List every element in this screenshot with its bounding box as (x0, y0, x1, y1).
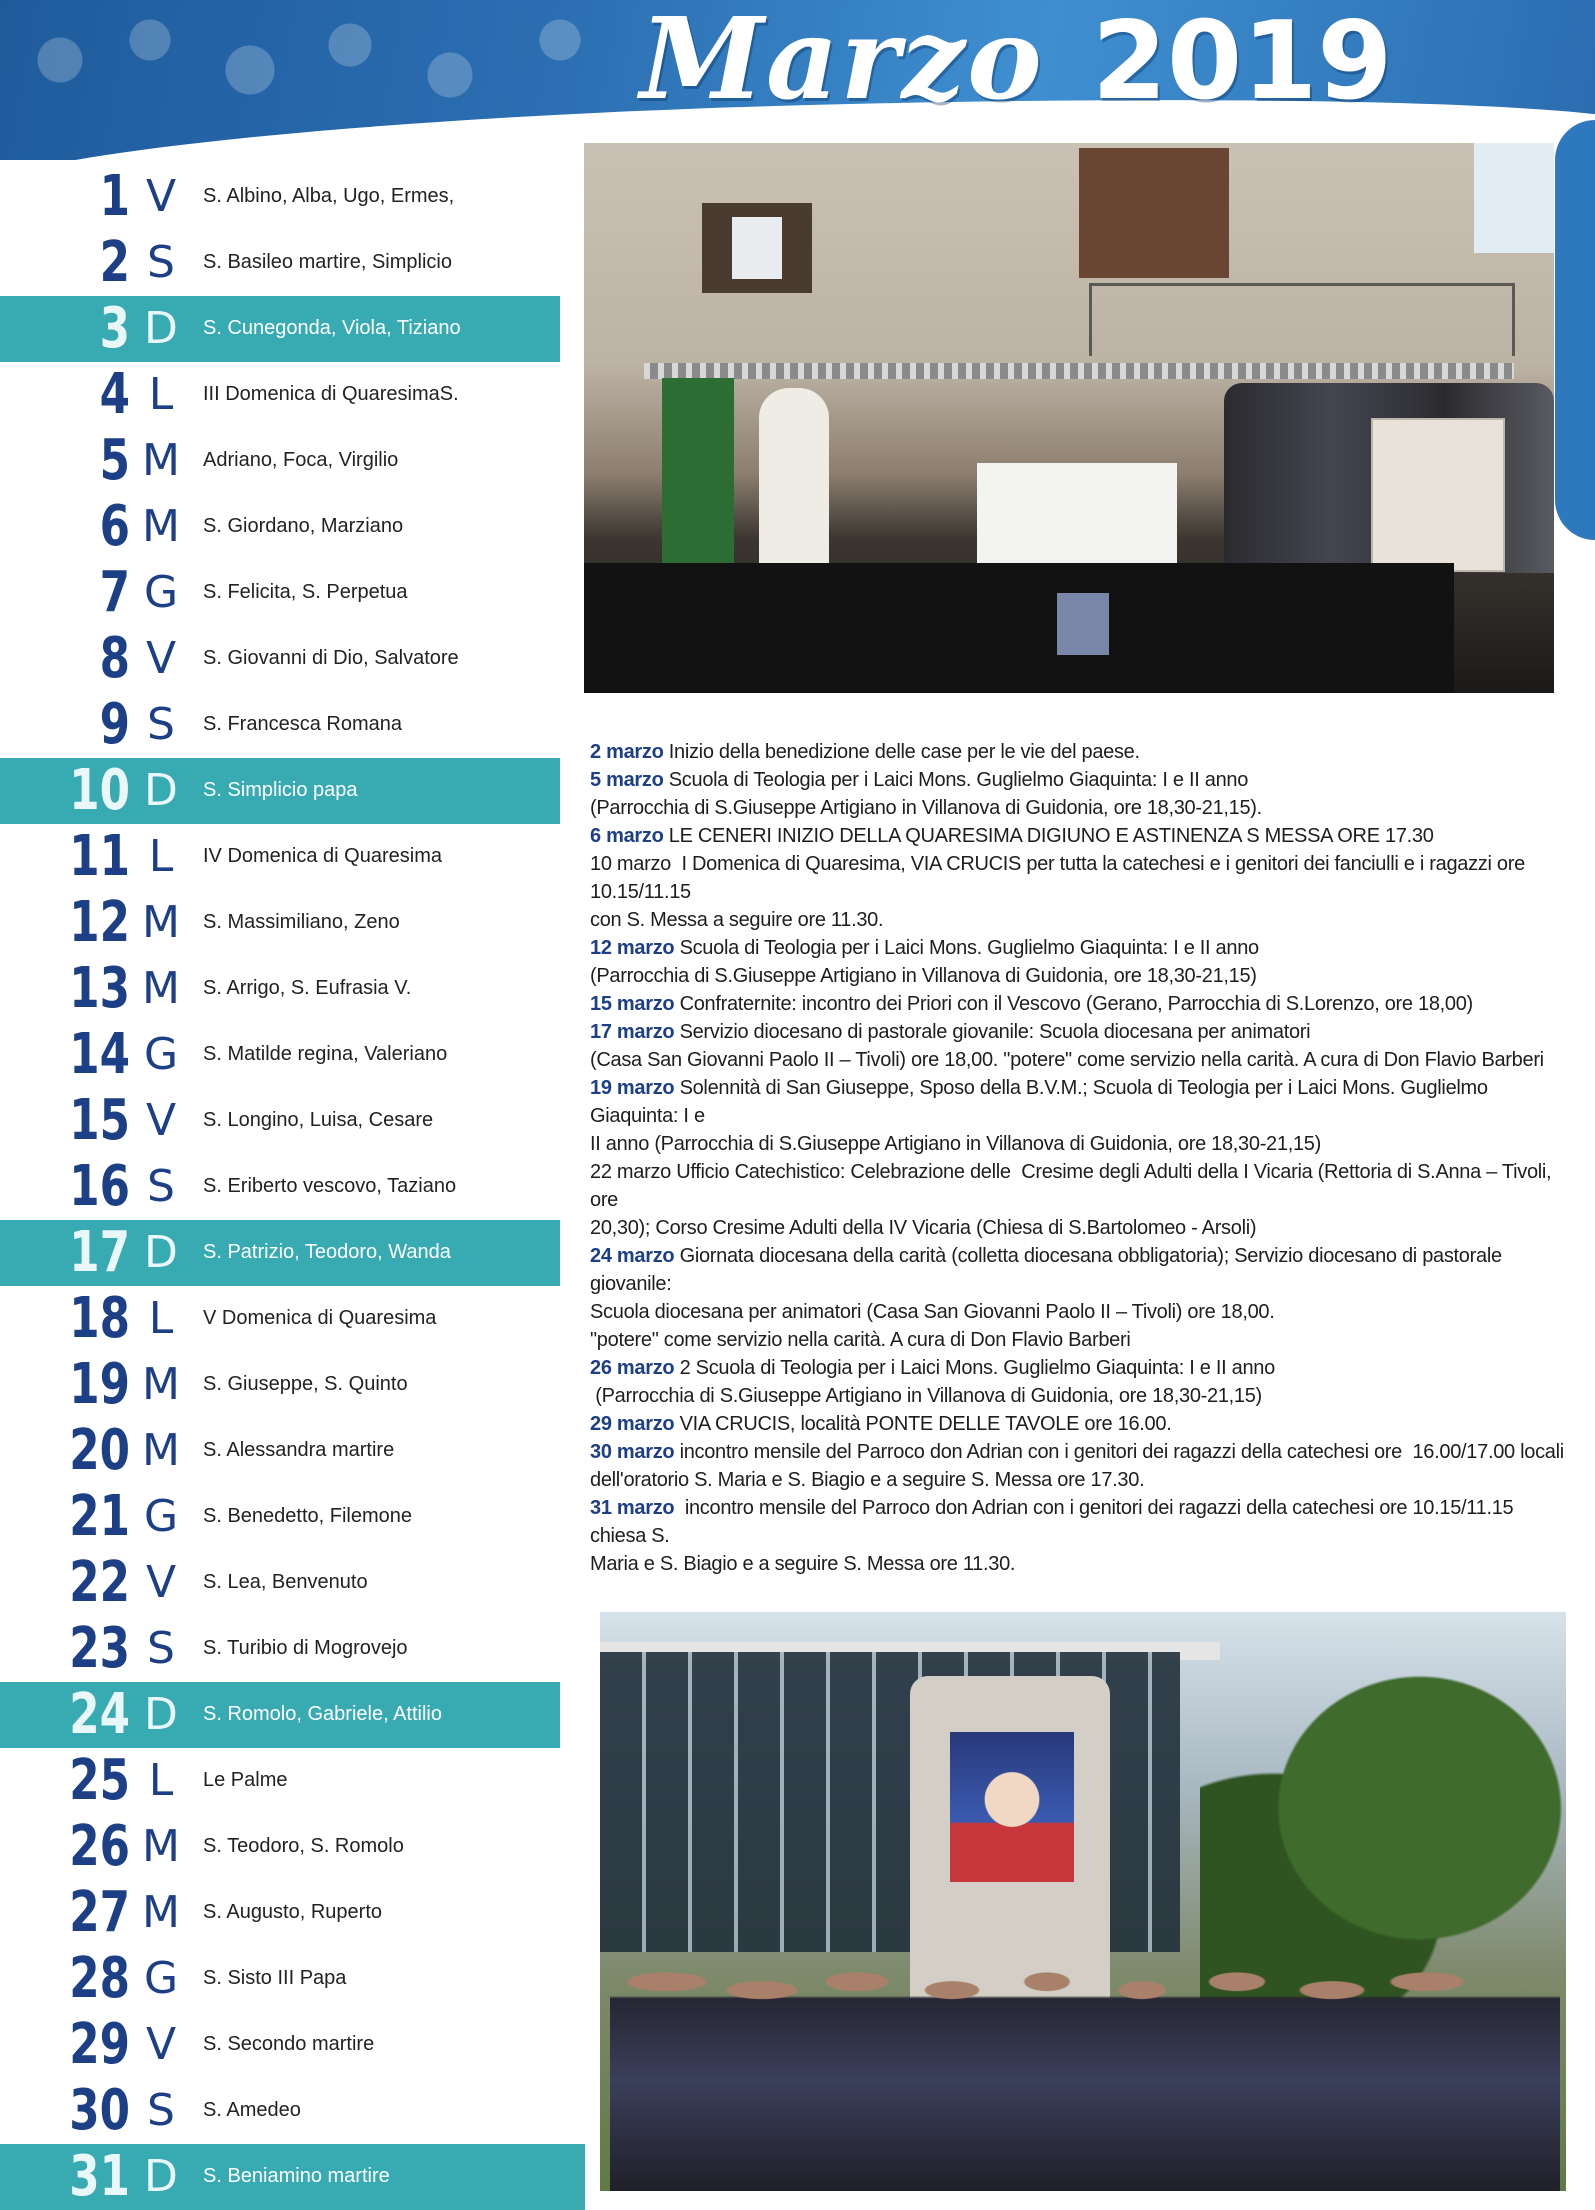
calendar-day-row (0, 1880, 560, 1946)
event-text: Scuola diocesana per animatori (Casa San Giovanni Paolo II – Tivoli) ore 18,00. (590, 1301, 1275, 1323)
saint-name: S. Simplicio papa (203, 779, 358, 801)
event-text: con S. Messa a seguire ore 11.30. (590, 909, 884, 931)
day-number: 11 (69, 824, 130, 889)
calendar-day-row (0, 2078, 560, 2144)
weekday-letter: M (142, 963, 180, 1014)
event-line (590, 1410, 1565, 1438)
day-number: 6 (99, 494, 130, 559)
saint-name: IV Domenica di Quaresima (203, 845, 442, 867)
event-text: (Parrocchia di S.Giuseppe Artigiano in Villanova di Guidonia, ore 18,30-21,15). (590, 797, 1262, 819)
event-text: Scuola di Teologia per i Laici Mons. Guglielmo Giaquinta: I e II anno (674, 937, 1259, 959)
saint-name: Adriano, Foca, Virgilio (203, 449, 399, 471)
day-number: 7 (99, 560, 130, 625)
weekday-letter: V (145, 171, 177, 222)
event-date: 6 marzo (590, 825, 664, 847)
weekday-letter: V (145, 2019, 177, 2070)
calendar-day-row-sunday (0, 1220, 560, 1286)
calendar-day-row (0, 494, 560, 560)
event-line (590, 1438, 1565, 1466)
weekday-letter: D (144, 2151, 178, 2202)
saint-name: S. Giuseppe, S. Quinto (203, 1373, 408, 1395)
day-number: 1 (99, 164, 130, 229)
saint-name: S. Albino, Alba, Ugo, Ermes, (203, 185, 455, 207)
saint-name: S. Benedetto, Filemone (203, 1505, 413, 1527)
day-number: 24 (69, 1682, 130, 1747)
weekday-letter: G (143, 1029, 179, 1080)
event-line (590, 766, 1565, 794)
event-line (590, 1466, 1565, 1494)
day-number: 14 (69, 1022, 130, 1087)
calendar-title (640, 0, 1392, 124)
weekday-letter: M (142, 1425, 180, 1476)
event-date: 30 marzo (590, 1441, 675, 1463)
weekday-letter: V (145, 1557, 177, 1608)
calendar-day-row (0, 1352, 560, 1418)
event-text: Confraternite: incontro dei Priori con il Vescovo (Gerano, Parrocchia di S.Lorenzo, ore 18,00) (674, 993, 1473, 1015)
event-date: 12 marzo (590, 937, 675, 959)
weekday-letter: L (148, 1293, 174, 1344)
calendar-day-row (0, 428, 560, 494)
day-number: 18 (69, 1286, 130, 1351)
header-banner (0, 0, 1595, 160)
calendar-day-row (0, 1154, 560, 1220)
weekday-letter: V (145, 633, 177, 684)
photo-group-pilgrimage (600, 1612, 1566, 2191)
day-number: 27 (69, 1880, 130, 1945)
event-line (590, 906, 1565, 934)
saint-name: S. Felicita, S. Perpetua (203, 581, 408, 603)
calendar-day-row (0, 1286, 560, 1352)
saint-name: Le Palme (203, 1769, 288, 1791)
day-number: 13 (69, 956, 130, 1021)
event-date: 29 marzo (590, 1413, 675, 1435)
day-number: 29 (69, 2012, 130, 2077)
event-text: Scuola di Teologia per i Laici Mons. Guglielmo Giaquinta: I e II anno (663, 769, 1249, 791)
day-number: 15 (69, 1088, 130, 1153)
weekday-letter: L (148, 831, 174, 882)
events-list (590, 738, 1565, 1578)
event-date: 19 marzo (590, 1077, 675, 1099)
calendar-day-row (0, 164, 560, 230)
calendar-day-row (0, 956, 560, 1022)
calendar-day-row-sunday (0, 296, 560, 362)
saint-name: S. Cunegonda, Viola, Tiziano (203, 317, 461, 339)
event-text: Inizio della benedizione delle case per le vie del paese. (663, 741, 1140, 763)
calendar-day-row (0, 1748, 560, 1814)
decorative-edge (1555, 120, 1595, 540)
saint-name: S. Giordano, Marziano (203, 515, 404, 537)
event-text: II anno (Parrocchia di S.Giuseppe Artigiano in Villanova di Guidonia, ore 18,30-21,15) (590, 1133, 1321, 1155)
event-line (590, 1298, 1565, 1326)
event-date: 17 marzo (590, 1021, 675, 1043)
saint-name: S. Basileo martire, Simplicio (203, 251, 452, 273)
day-number: 4 (99, 362, 130, 427)
event-text: 10 marzo I Domenica di Quaresima, VIA CRUCIS per tutta la catechesi e i genitori dei fanciulli e i ragazzi ore 10.15/11.15 (590, 853, 1531, 903)
calendar-day-row-sunday (0, 2144, 585, 2210)
saint-name: S. Giovanni di Dio, Salvatore (203, 647, 459, 669)
day-number: 2 (99, 230, 130, 295)
weekday-letter: M (142, 1821, 180, 1872)
event-date: 5 marzo (590, 769, 664, 791)
year-title: 2019 (1091, 0, 1393, 124)
saint-name: S. Francesca Romana (203, 713, 402, 735)
pope-portrait (950, 1732, 1074, 1882)
calendar-day-row (0, 230, 560, 296)
weekday-letter: D (144, 303, 178, 354)
saint-name: S. Sisto III Papa (203, 1967, 347, 1989)
day-number: 16 (69, 1154, 130, 1219)
event-line (590, 738, 1565, 766)
day-list (0, 164, 580, 2210)
saint-name: S. Matilde regina, Valeriano (203, 1043, 448, 1065)
saint-name: S. Lea, Benvenuto (203, 1571, 368, 1593)
calendar-day-row-sunday (0, 758, 560, 824)
saint-name: S. Teodoro, S. Romolo (203, 1835, 404, 1857)
calendar-day-row (0, 824, 560, 890)
event-date: 15 marzo (590, 993, 675, 1015)
event-line (590, 850, 1565, 906)
day-number: 31 (69, 2144, 130, 2209)
event-line (590, 794, 1565, 822)
day-number: 17 (69, 1220, 130, 1285)
event-text: (Parrocchia di S.Giuseppe Artigiano in Villanova di Guidonia, ore 18,30-21,15) (590, 965, 1257, 987)
event-line (590, 1382, 1565, 1410)
event-line (590, 1130, 1565, 1158)
event-date: 31 marzo (590, 1497, 675, 1519)
weekday-letter: S (147, 699, 175, 750)
calendar-day-row (0, 1418, 560, 1484)
event-text: 22 marzo Ufficio Catechistico: Celebrazione delle Cresime degli Adulti della I Vicaria (Rettoria di S.Anna – Tivoli, ore (590, 1161, 1557, 1211)
calendar-day-row (0, 560, 560, 626)
event-line (590, 1158, 1565, 1214)
event-line (590, 822, 1565, 850)
event-text: Giornata diocesana della carità (colletta diocesana obbligatoria); Servizio diocesano di pastorale giovanile: (590, 1245, 1508, 1295)
weekday-letter: M (142, 435, 180, 486)
event-text: LE CENERI INIZIO DELLA QUARESIMA DIGIUNO E ASTINENZA S MESSA ORE 17.30 (663, 825, 1434, 847)
event-line (590, 962, 1565, 990)
calendar-day-row (0, 1022, 560, 1088)
calendar-day-row (0, 692, 560, 758)
event-line (590, 1242, 1565, 1298)
month-title: Marzo (640, 0, 1044, 125)
saint-name: V Domenica di Quaresima (203, 1307, 437, 1329)
weekday-letter: G (143, 1953, 179, 2004)
day-number: 28 (69, 1946, 130, 2011)
weekday-letter: G (143, 1491, 179, 1542)
day-number: 12 (69, 890, 130, 955)
weekday-letter: S (147, 2085, 175, 2136)
day-number: 22 (69, 1550, 130, 1615)
calendar-day-row (0, 2012, 560, 2078)
weekday-letter: M (142, 897, 180, 948)
weekday-letter: L (148, 369, 174, 420)
event-line (590, 1550, 1565, 1578)
event-date: 2 marzo (590, 741, 664, 763)
event-line (590, 1018, 1565, 1046)
weekday-letter: S (147, 237, 175, 288)
event-text: VIA CRUCIS, località PONTE DELLE TAVOLE ore 16.00. (674, 1413, 1172, 1435)
event-line (590, 1214, 1565, 1242)
event-text: incontro mensile del Parroco don Adrian con i genitori dei ragazzi della catechesi ore 16.00/17.00 locali (674, 1441, 1564, 1463)
calendar-day-row (0, 362, 560, 428)
weekday-letter: V (145, 1095, 177, 1146)
saint-name: S. Patrizio, Teodoro, Wanda (203, 1241, 451, 1263)
saint-name: S. Amedeo (203, 2099, 301, 2121)
saint-name: S. Beniamino martire (203, 2165, 390, 2187)
day-number: 19 (69, 1352, 130, 1417)
calendar-day-row (0, 1088, 560, 1154)
day-number: 3 (99, 296, 130, 361)
day-number: 8 (99, 626, 130, 691)
saint-name: S. Alessandra martire (203, 1439, 395, 1461)
calendar-day-row (0, 1616, 560, 1682)
event-line (590, 990, 1565, 1018)
weekday-letter: M (142, 1359, 180, 1410)
event-text: (Casa San Giovanni Paolo II – Tivoli) ore 18,00. "potere" come servizio nella carità. A cura di Don Flavio Barberi (590, 1049, 1544, 1071)
calendar-day-row (0, 890, 560, 956)
day-number: 20 (69, 1418, 130, 1483)
event-line (590, 934, 1565, 962)
event-text: Servizio diocesano di pastorale giovanile: Scuola diocesana per animatori (674, 1021, 1311, 1043)
saint-name: S. Eriberto vescovo, Taziano (203, 1175, 457, 1197)
event-text: 2 Scuola di Teologia per i Laici Mons. Guglielmo Giaquinta: I e II anno (674, 1357, 1275, 1379)
event-line (590, 1494, 1565, 1550)
saint-name: S. Massimiliano, Zeno (203, 911, 400, 933)
event-line (590, 1046, 1565, 1074)
event-text: 20,30); Corso Cresime Adulti della IV Vicaria (Chiesa di S.Bartolomeo - Arsoli) (590, 1217, 1257, 1239)
day-number: 21 (69, 1484, 130, 1549)
saint-name: S. Longino, Luisa, Cesare (203, 1109, 434, 1131)
event-text: Maria e S. Biagio e a seguire S. Messa ore 11.30. (590, 1553, 1016, 1575)
day-number: 26 (69, 1814, 130, 1879)
saint-name: III Domenica di QuaresimaS. (203, 383, 459, 405)
photo-outdoor-mass (584, 143, 1554, 693)
event-line (590, 1354, 1565, 1382)
weekday-letter: L (148, 1755, 174, 1806)
calendar-day-row (0, 626, 560, 692)
calendar-day-row (0, 1946, 560, 2012)
weekday-letter: D (144, 765, 178, 816)
event-line (590, 1074, 1565, 1130)
weekday-letter: S (147, 1623, 175, 1674)
day-number: 23 (69, 1616, 130, 1681)
event-text: "potere" come servizio nella carità. A cura di Don Flavio Barberi (590, 1329, 1131, 1351)
saint-name: S. Turibio di Mogrovejo (203, 1637, 408, 1659)
saint-name: S. Secondo martire (203, 2033, 375, 2055)
day-number: 5 (99, 428, 130, 493)
weekday-letter: M (142, 501, 180, 552)
day-number: 9 (99, 692, 130, 757)
day-number: 25 (69, 1748, 130, 1813)
calendar-day-row-sunday (0, 1682, 560, 1748)
day-number: 30 (69, 2078, 130, 2143)
weekday-letter: M (142, 1887, 180, 1938)
weekday-letter: S (147, 1161, 175, 1212)
calendar-day-row (0, 1484, 560, 1550)
weekday-letter: D (144, 1227, 178, 1278)
weekday-letter: G (143, 567, 179, 618)
event-line (590, 1326, 1565, 1354)
event-text: dell'oratorio S. Maria e S. Biagio e a seguire S. Messa ore 17.30. (590, 1469, 1145, 1491)
weekday-letter: D (144, 1689, 178, 1740)
event-text: Solennità di San Giuseppe, Sposo della B.V.M.; Scuola di Teologia per i Laici Mons. Guglielmo Giaquinta: I e (590, 1077, 1493, 1127)
event-date: 26 marzo (590, 1357, 675, 1379)
day-number: 10 (69, 758, 130, 823)
calendar-day-row (0, 1814, 560, 1880)
saint-name: S. Romolo, Gabriele, Attilio (203, 1703, 442, 1725)
calendar-day-row (0, 1550, 560, 1616)
event-text: (Parrocchia di S.Giuseppe Artigiano in Villanova di Guidonia, ore 18,30-21,15) (590, 1385, 1262, 1407)
saint-name: S. Augusto, Ruperto (203, 1901, 383, 1923)
event-date: 24 marzo (590, 1245, 675, 1267)
event-text: incontro mensile del Parroco don Adrian con i genitori dei ragazzi della catechesi ore 10.15/11.15 chiesa S. (590, 1497, 1519, 1547)
saint-name: S. Arrigo, S. Eufrasia V. (203, 977, 412, 999)
